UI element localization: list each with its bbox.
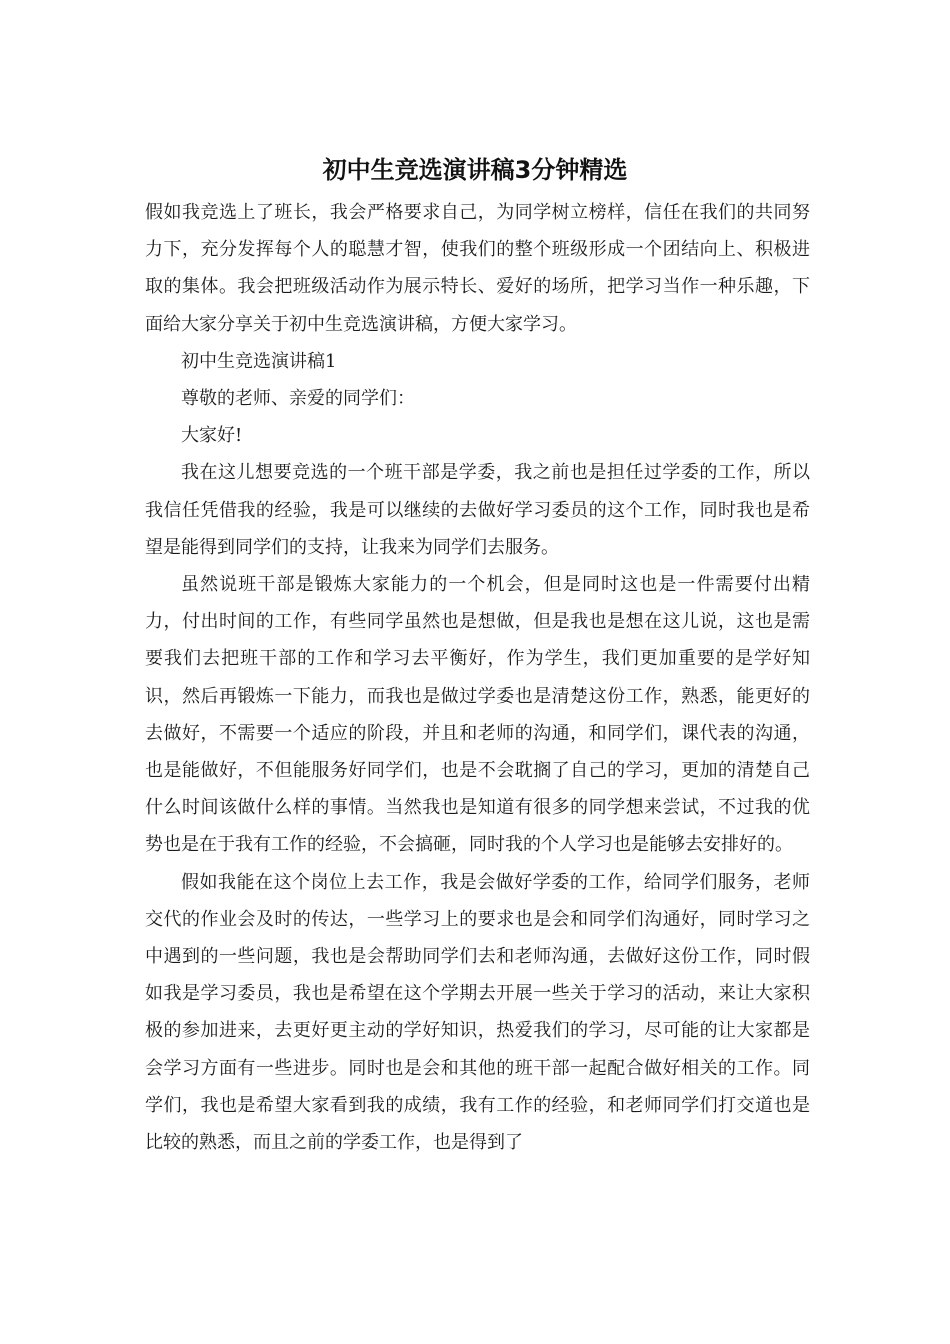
document-body xyxy=(145,194,810,1161)
paragraph-greeting: 大家好! xyxy=(181,425,243,447)
paragraph-body: 假如我能在这个岗位上去工作，我是会做好学委的工作，给同学们服务，老师交代的作业会及时的传达，一些学习上的要求也是会和同学们沟通好，同时学习之中遇到的一些问题，我也是会帮助同学们去和老师沟通，去做好这份工作，同时假如我是学习委员，我也是希望在这个学期去开展一些关于学习的活动，来让大家积极的参加进来，去更好更主动的学好知识，热爱我们的学习，尽可能的让大家都是会学习方面有一些进步。同时也是会和其他的班干部一起配合做好相关的工作。同学们，我也是希望大家看到我的成绩，我有工作的经验，和老师同学们打交道也是比较的熟悉，而且之前的学委工作，也是得到了 xyxy=(145,871,810,1154)
document-title: 初中生竞选演讲稿3分钟精选 xyxy=(322,156,628,184)
paragraph-speech-heading: 初中生竞选演讲稿1 xyxy=(181,350,337,372)
paragraph-salutation: 尊敬的老师、亲爱的同学们： xyxy=(181,388,415,410)
paragraph-body: 虽然说班干部是锻炼大家能力的一个机会，但是同时这也是一件需要付出精力，付出时间的工作，有些同学虽然也是想做，但是我也是想在这儿说，这也是需要我们去把班干部的工作和学习去平衡好，作为学生，我们更加重要的是学好知识，然后再锻炼一下能力，而我也是做过学委也是清楚这份工作，熟悉，能更好的去做好，不需要一个适应的阶段，并且和老师的沟通，和同学们，课代表的沟通，也是能做好，不但能服务好同学们，也是不会耽搁了自己的学习，更加的清楚自己什么时间该做什么样的事情。当然我也是知道有很多的同学想来尝试，不过我的优势也是在于我有工作的经验，不会搞砸，同时我的个人学习也是能够去安排好的。 xyxy=(145,574,810,856)
paragraph-intro: 假如我竞选上了班长，我会严格要求自己，为同学树立榜样，信任在我们的共同努力下，充分发挥每个人的聪慧才智，使我们的整个班级形成一个团结向上、积极进取的集体。我会把班级活动作为展示特长、爱好的场所，把学习当作一种乐趣，下面给大家分享关于初中生竞选演讲稿，方便大家学习。 xyxy=(145,202,810,335)
paragraph-body: 我在这儿想要竞选的一个班干部是学委，我之前也是担任过学委的工作，所以我信任凭借我的经验，我是可以继续的去做好学习委员的这个工作，同时我也是希望是能得到同学们的支持，让我来为同学们去服务。 xyxy=(145,462,810,558)
